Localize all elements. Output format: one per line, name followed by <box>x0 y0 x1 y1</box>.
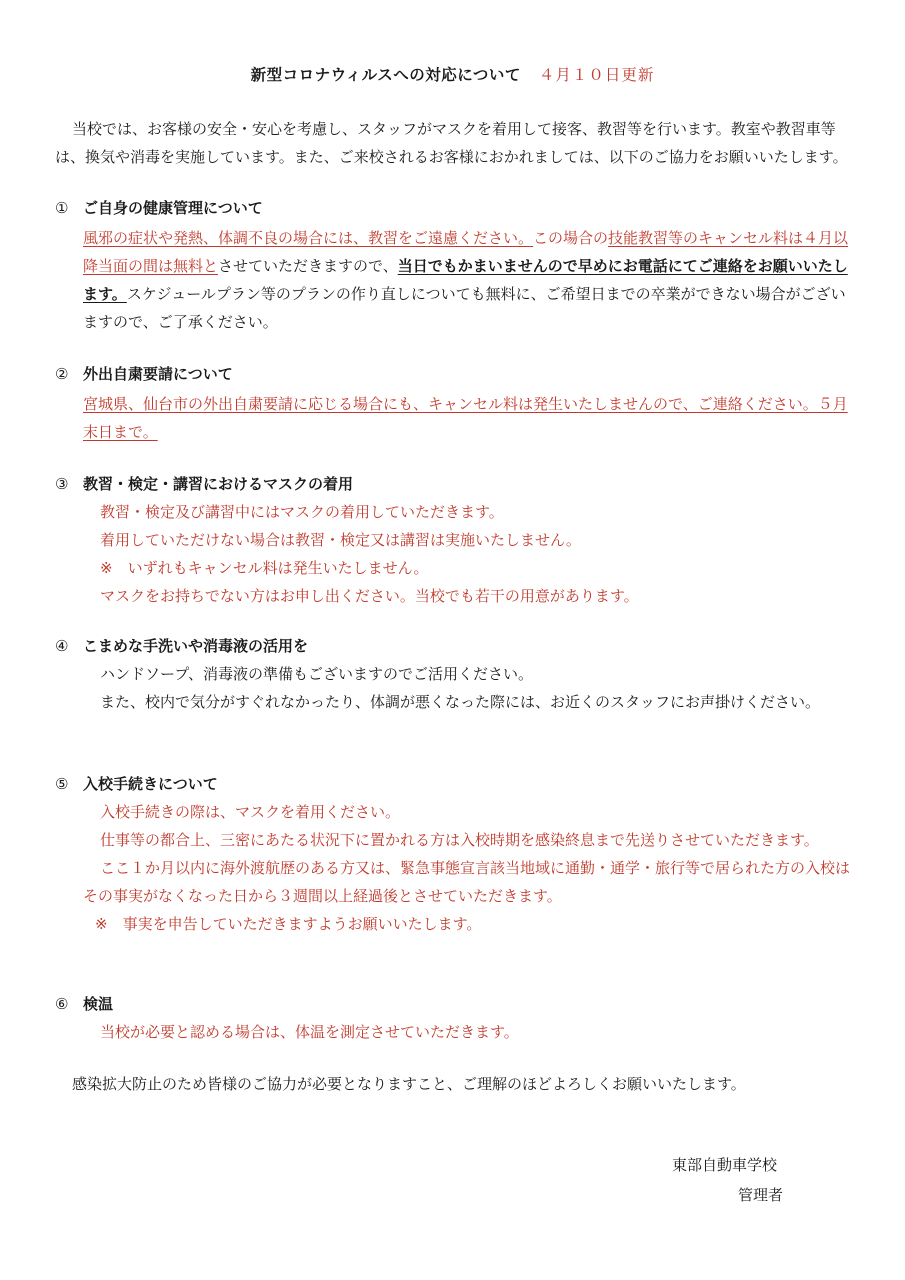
section-body: 入校手続きの際は、マスクを着用ください。 仕事等の都合上、三密にあたる状況下に置かれる方は入校時期を感染終息まで先送りさせていただきます。 ここ１か月以内に海外渡航歴のある方又は、緊急事態宣言該当地域に通勤・通学・旅行等で居られた方の入校はその事実がなくなった日から３週間以上経過後とさせていただきます。 ※ 事実を申告していただきますようお願いいたします。 <box>83 803 851 933</box>
section-heading: ③ 教習・検定・講習におけるマスクの着用 <box>55 475 354 493</box>
section-mask <box>55 472 855 610</box>
section-stay-home <box>55 362 855 446</box>
signature-role: 管理者 <box>738 1186 784 1204</box>
section-heading: ① ご自身の健康管理について <box>55 199 263 217</box>
title-main: 新型コロナウィルスへの対応について <box>250 66 521 84</box>
section-heading: ② 外出自粛要請について <box>55 365 233 383</box>
signature-school: 東部自動車学校 <box>672 1156 778 1174</box>
section-body: 当校が必要と認める場合は、体温を測定させていただきます。 <box>100 1023 519 1041</box>
section-temperature <box>55 992 855 1046</box>
section-handwash <box>55 634 855 716</box>
section-body: 教習・検定及び講習中にはマスクの着用していただきます。 着用していただけない場合は教習・検定又は講習は実施いたしません。 ※ いずれもキャンセル料は発生いたしません。 マスクをお持ちでない方はお申し出ください。当校でも若干の用意があります。 <box>100 503 639 605</box>
section-body: 宮城県、仙台市の外出自粛要請に応じる場合にも、キャンセル料は発生いたしませんので、ご連絡ください。５月末日まで。 <box>83 395 848 441</box>
section-enrollment <box>55 772 855 938</box>
section-body: 風邪の症状や発熱、体調不良の場合には、教習をご遠慮ください。この場合の技能教習等のキャンセル料は４月以降当面の間は無料とさせていただきますので、当日でもかまいませんので早めにお電話にてご連絡をお願いいたします。スケジュールプラン等のプランの作り直しについても無料に、ご希望日までの卒業ができない場合がございますので、ご了承ください。 <box>83 229 849 331</box>
section-heading: ⑤ 入校手続きについて <box>55 775 218 793</box>
intro-paragraph: 当校では、お客様の安全・安心を考慮し、スタッフがマスクを着用して接客、教習等を行います。教室や教習車等は、換気や消毒を実施しています。また、ご来校されるお客様におかれましては、以下のご協力をお願いいたします。 <box>55 120 848 166</box>
section-heading: ④ こまめな手洗いや消毒液の活用を <box>55 637 309 655</box>
updated-date: ４月１０日更新 <box>538 66 655 84</box>
section-heading: ⑥ 検温 <box>55 995 114 1013</box>
closing-paragraph: 感染拡大防止のため皆様のご協力が必要となりますこと、ご理解のほどよろしくお願いいたします。 <box>72 1075 746 1093</box>
section-health <box>55 196 855 336</box>
page-title <box>0 63 905 85</box>
section-body: ハンドソープ、消毒液の準備もございますのでご活用ください。 また、校内で気分がすぐれなかったり、体調が悪くなった際には、お近くのスタッフにお声掛けください。 <box>100 665 821 711</box>
